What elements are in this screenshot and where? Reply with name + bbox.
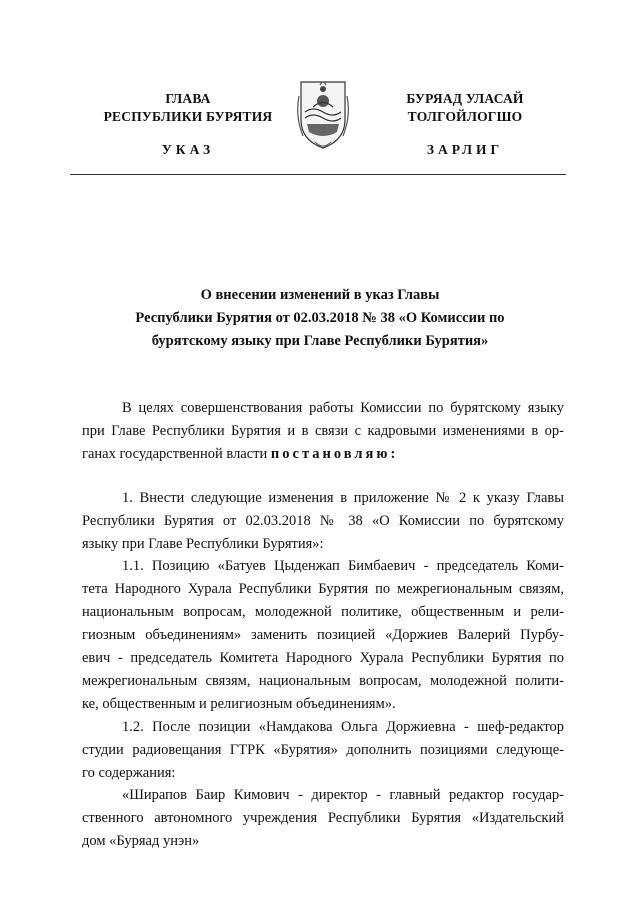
item11-line4: гиозным объединениям» заменить позицией «Доржиев Валерий Пурбу- (82, 627, 564, 643)
preamble-line3-text: ганах государственной власти (82, 446, 268, 462)
item1-line1: 1. Внести следующие изменения в приложение № 2 к указу Главы (122, 490, 564, 506)
title-line1: О внесении изменений в указ Главы (200, 287, 440, 303)
header-right-line1: БУРЯАД УЛАСАЙ (406, 91, 524, 106)
header-left-line1: ГЛАВА (165, 91, 211, 106)
header-right-line2: ТОЛГОЙЛОГШО (407, 109, 523, 124)
emblem-icon (293, 76, 353, 152)
item11-line6: межрегиональным связям, национальным вопросам, молодежной полити- (82, 673, 564, 689)
item11-line7: ке, общественным и религиозным объединениям». (82, 696, 396, 712)
new-position-paragraph (82, 784, 564, 853)
item11-line2: тета Народного Хурала Республики Бурятия по межрегиональным связям, (82, 581, 564, 597)
preamble-line2: при Главе Республики Бурятия и в связи с кадровыми изменениями в ор- (82, 423, 564, 439)
preamble-line1: В целях совершенствования работы Комиссии по бурятскому языку (122, 400, 564, 416)
item11-line5: евич - председатель Комитета Народного Хурала Республики Бурятия по (82, 650, 564, 666)
item1-line2: Республики Бурятия от 02.03.2018 № 38 «О Комиссии по бурятскому (82, 513, 564, 529)
title-line2: Республики Бурятия от 02.03.2018 № 38 «О Комиссии по (135, 310, 505, 326)
header-right-authority (360, 90, 570, 126)
document-title (100, 284, 540, 353)
position-line1: «Ширапов Баир Кимович - директор - главный редактор государ- (122, 787, 564, 803)
item1-line3: языку при Главе Республики Бурятия»: (82, 536, 324, 552)
position-line3: дом «Буряад унэн» (82, 833, 200, 849)
preamble-line3 (82, 443, 564, 466)
item12-line3: го содержания: (82, 765, 176, 781)
item-1-1-paragraph (82, 555, 564, 716)
resolution-keyword: постановляю: (270, 446, 399, 462)
item12-line1: 1.2. После позиции «Намдакова Ольга Доржиевна - шеф-редактор (122, 719, 564, 735)
decree-label-buryat: ЗАРЛИГ (426, 142, 504, 157)
header-left-line2: РЕСПУБЛИКИ БУРЯТИЯ (103, 109, 273, 124)
item11-line3: национальным вопросам, молодежной политике, общественным и рели- (82, 604, 564, 620)
item-1-paragraph (82, 487, 564, 556)
coat-of-arms-emblem (293, 76, 353, 152)
title-line3: бурятскому языку при Главе Республики Бурятия» (151, 333, 489, 349)
position-line2: ственного автономного учреждения Республики Бурятия «Издательский (82, 810, 564, 826)
header-left-authority (78, 90, 298, 126)
decree-label-russian: УКАЗ (161, 142, 215, 157)
preamble-paragraph (82, 397, 564, 466)
header-divider (70, 174, 566, 175)
item-1-2-paragraph (82, 716, 564, 785)
item12-line2: студии радиовещания ГТРК «Бурятия» дополнить позициями следующе- (82, 742, 564, 758)
item11-line1: 1.1. Позицию «Батуев Цыденжап Бимбаевич - председатель Коми- (122, 558, 564, 574)
